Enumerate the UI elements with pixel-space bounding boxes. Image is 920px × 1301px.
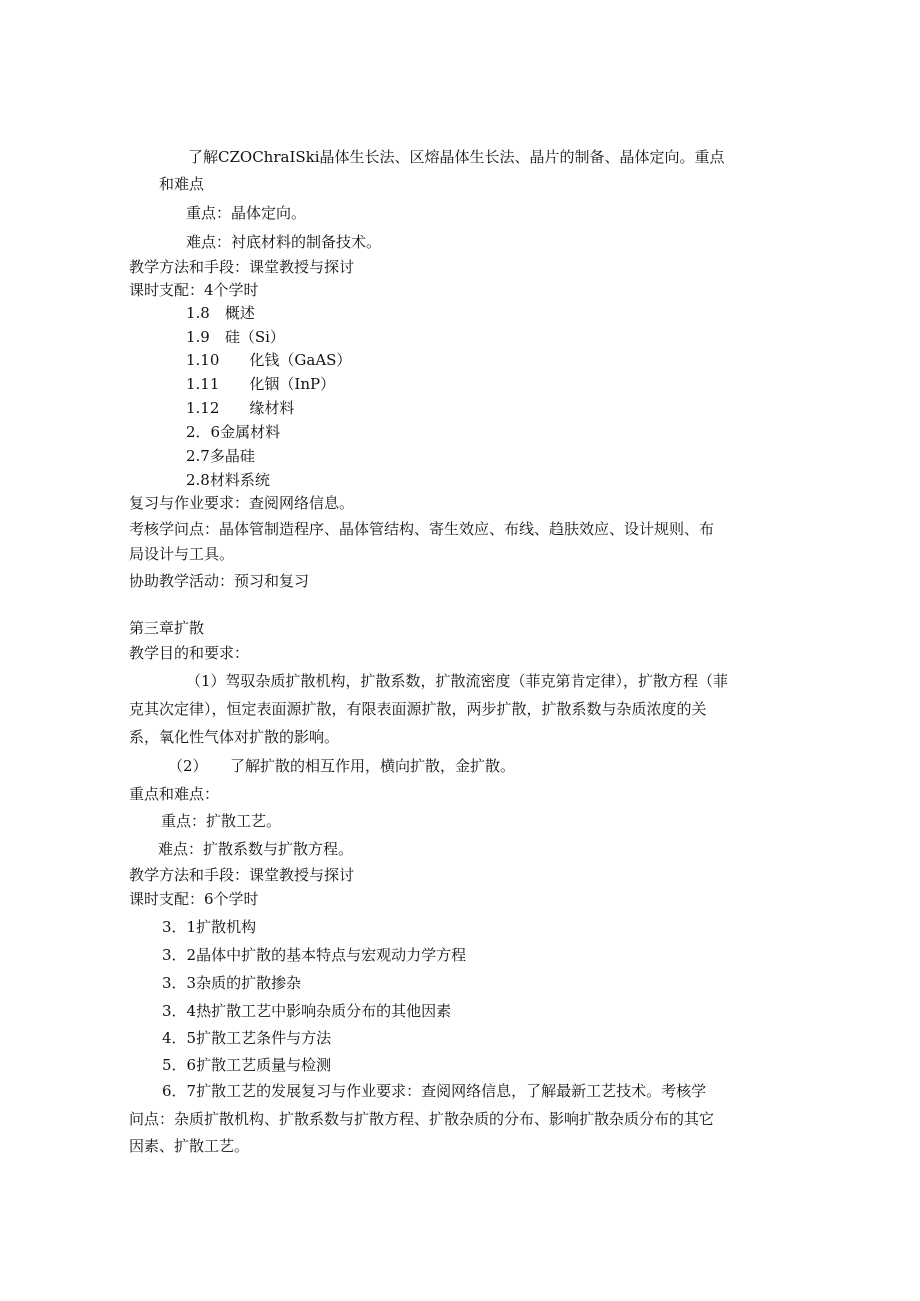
- paragraph-line: 教学方法和手段：课堂教授与探讨: [129, 258, 355, 276]
- list-item: 2.7多晶硅: [186, 447, 255, 465]
- paragraph-line: 问点：杂质扩散机构、扩散系数与扩散方程、扩散杂质的分布、影响扩散杂质分布的其它: [129, 1110, 715, 1128]
- paragraph-line: 克其次定律），恒定表面源扩散，有限表面源扩散，两步扩散，扩散系数与杂质浓度的关: [129, 700, 707, 718]
- paragraph-line: 6．7扩散工艺的发展复习与作业要求：查阅网络信息，了解最新工艺技术。考核学: [162, 1082, 707, 1100]
- paragraph-line: 局设计与工具。: [129, 545, 235, 563]
- chapter-heading: 第三章扩散: [129, 619, 205, 637]
- paragraph-line: 复习与作业要求：查阅网络信息。: [129, 494, 355, 512]
- list-item: 1.9 硅（Si）: [186, 328, 285, 346]
- list-item: 2.8材料系统: [186, 471, 270, 489]
- list-item: 1.12 缘材料: [186, 399, 295, 417]
- paragraph-line: 协助教学活动：预习和复习: [129, 572, 310, 590]
- paragraph-line: （1）驾驭杂质扩散机构，扩散系数，扩散流密度（菲克第肯定律），扩散方程（菲: [186, 672, 729, 690]
- list-item: 4．5扩散工艺条件与方法: [162, 1029, 332, 1047]
- list-item: 3．2晶体中扩散的基本特点与宏观动力学方程: [162, 946, 467, 964]
- paragraph-line: 教学目的和要求：: [129, 644, 250, 662]
- list-item: 3．1扩散机构: [162, 918, 257, 936]
- paragraph-line: 重点：扩散工艺。: [161, 812, 282, 830]
- list-item: 3．3杂质的扩散掺杂: [162, 974, 302, 992]
- paragraph-line: 和难点: [159, 175, 205, 193]
- paragraph-line: 教学方法和手段：课堂教授与探讨: [129, 866, 355, 884]
- paragraph-line: 课时支配：6个学时: [129, 890, 259, 908]
- list-item: 5．6扩散工艺质量与检测: [162, 1056, 332, 1074]
- list-item: 1.8 概述: [186, 304, 255, 322]
- paragraph-line: 考核学问点：晶体管制造程序、晶体管结构、寄生效应、布线、趋肤效应、设计规则、布: [129, 520, 715, 538]
- list-item: 1.10 化钱（GaAS）: [186, 351, 352, 369]
- paragraph-line: （2） 了解扩散的相互作用，横向扩散，金扩散。: [168, 757, 516, 775]
- paragraph-line: 难点：扩散系数与扩散方程。: [158, 840, 354, 858]
- paragraph-line: 因素、扩散工艺。: [129, 1137, 250, 1155]
- paragraph-line: 系，氧化性气体对扩散的影响。: [129, 728, 340, 746]
- list-item: 3．4热扩散工艺中影响杂质分布的其他因素: [162, 1002, 452, 1020]
- paragraph-line: 课时支配：4个学时: [129, 281, 259, 299]
- list-item: 2．6金属材料: [186, 423, 281, 441]
- paragraph-line: 了解CZOChraISki晶体生长法、区熔晶体生长法、晶片的制备、晶体定向。重点: [188, 148, 725, 166]
- paragraph-line: 重点和难点：: [129, 785, 220, 803]
- list-item: 1.11 化铟（InP）: [186, 375, 336, 393]
- paragraph-line: 难点：衬底材料的制备技术。: [186, 233, 382, 251]
- paragraph-line: 重点：晶体定向。: [186, 204, 307, 222]
